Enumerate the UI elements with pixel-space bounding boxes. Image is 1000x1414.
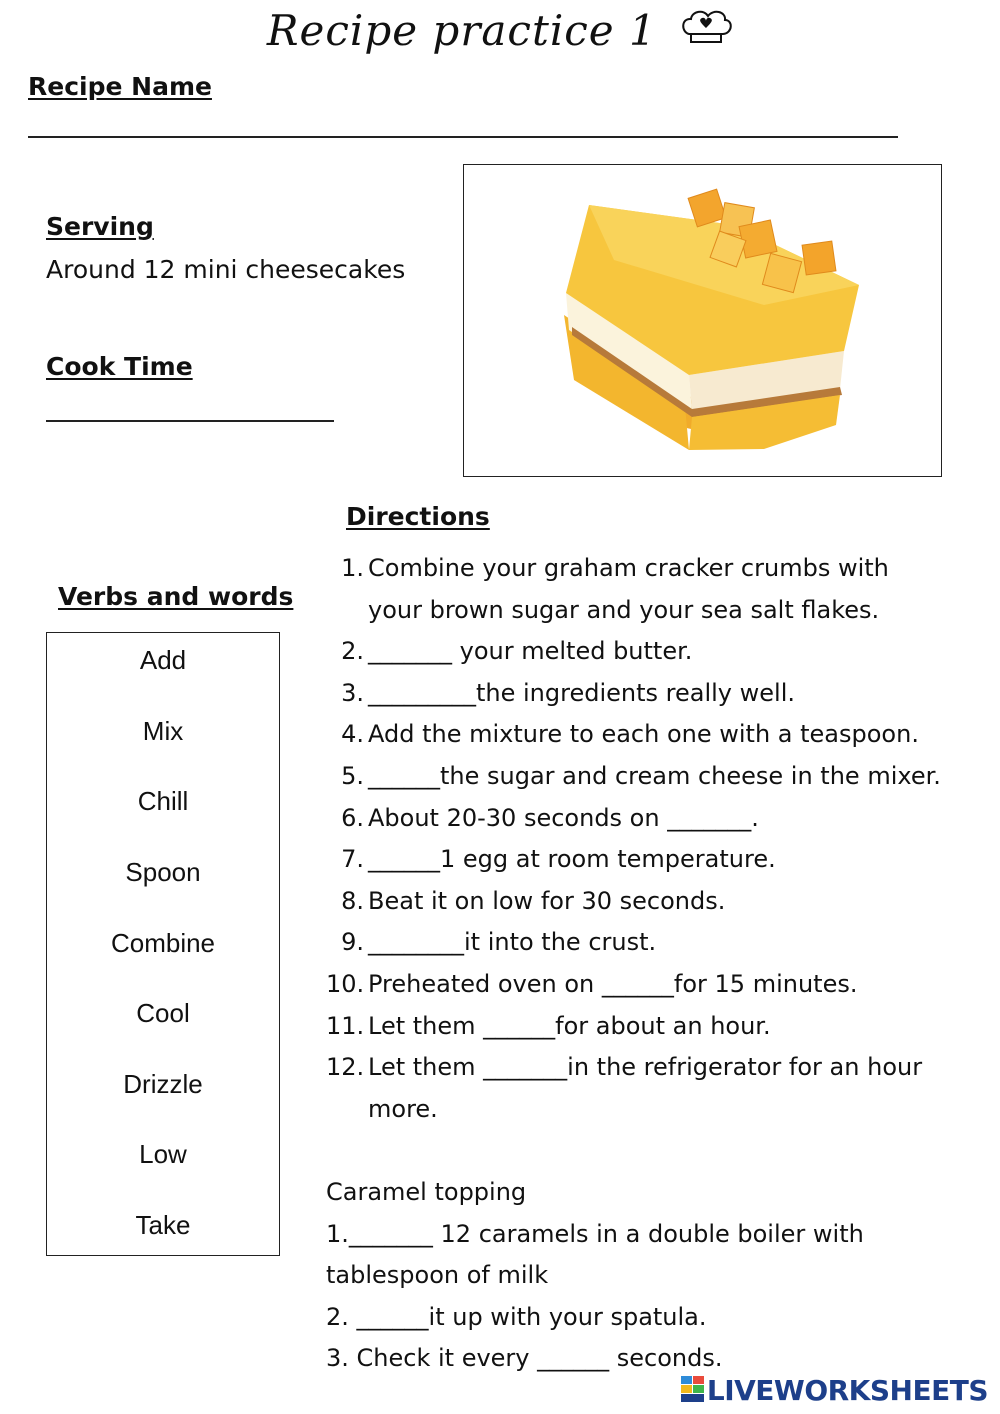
verbs-label: Verbs and words [58, 582, 294, 611]
cook-time-label: Cook Time [46, 352, 193, 381]
step-text[interactable]: Preheated oven on ______for 15 minutes. [368, 969, 858, 998]
verb-item[interactable]: Mix [142, 716, 184, 746]
chef-hat-icon [679, 8, 733, 60]
caramel-line[interactable]: 3. Check it every ______ seconds. [326, 1344, 723, 1373]
step-text[interactable]: About 20-30 seconds on _______. [368, 803, 759, 832]
step-number: 5. [341, 761, 364, 790]
liveworksheets-logo-icon [681, 1376, 705, 1409]
direction-step [326, 631, 946, 673]
direction-step [326, 881, 946, 923]
direction-step [326, 922, 946, 964]
step-number: 12. [326, 1053, 365, 1082]
step-text[interactable]: _________the ingredients really well. [368, 678, 795, 707]
direction-step [326, 798, 946, 840]
step-number: 6. [341, 803, 364, 832]
caramel-line[interactable]: 2. ______it up with your spatula. [326, 1302, 707, 1331]
caramel-section [326, 1172, 946, 1380]
verb-item[interactable]: Chill [137, 786, 189, 816]
direction-step [326, 548, 946, 631]
step-text: Combine your graham cracker crumbs with your brown sugar and your sea salt flakes. [368, 554, 889, 624]
step-text[interactable]: Let them _______in the refrigerator for an hour more. [368, 1053, 923, 1123]
step-text[interactable]: Let them ______for about an hour. [368, 1011, 771, 1040]
cheesecake-image [463, 164, 942, 477]
directions-list [326, 548, 946, 1130]
caramel-line[interactable]: 1._______ 12 caramels in a double boiler with tablespoon of milk [326, 1219, 864, 1290]
brand-text: LIVEWORKSHEETS [706, 1374, 988, 1407]
verb-item[interactable]: Cool [136, 998, 190, 1028]
verb-item[interactable]: Take [135, 1210, 191, 1240]
serving-label: Serving [46, 212, 154, 241]
verb-item[interactable]: Low [139, 1139, 187, 1169]
liveworksheets-brand [681, 1374, 988, 1409]
directions-label: Directions [346, 502, 490, 531]
verb-item[interactable]: Add [139, 645, 187, 675]
step-number: 8. [341, 886, 364, 915]
step-number: 11. [326, 1011, 365, 1040]
direction-step [326, 839, 946, 881]
step-text[interactable]: ________it into the crust. [368, 928, 657, 957]
verbs-box [46, 632, 280, 1256]
caramel-label: Caramel topping [326, 1178, 527, 1206]
step-text[interactable]: ______the sugar and cream cheese in the mixer. [368, 761, 941, 790]
step-number: 1. [341, 554, 364, 582]
step-text[interactable]: _______ your melted butter. [368, 637, 693, 666]
direction-step [326, 1047, 946, 1130]
serving-value: Around 12 mini cheesecakes [46, 255, 406, 284]
page-title [0, 6, 1000, 60]
direction-step [326, 756, 946, 798]
direction-step [326, 964, 946, 1006]
verb-item[interactable]: Combine [110, 928, 216, 958]
cook-time-blank[interactable] [46, 420, 334, 422]
direction-step [326, 673, 946, 715]
step-text: Beat it on low for 30 seconds. [368, 886, 726, 915]
step-number: 3. [341, 678, 364, 707]
recipe-name-blank[interactable] [28, 136, 898, 138]
title-text: Recipe practice 1 [266, 6, 657, 55]
step-number: 4. [341, 720, 364, 749]
direction-step [326, 1006, 946, 1048]
verb-item[interactable]: Drizzle [123, 1069, 203, 1099]
step-number: 2. [341, 637, 364, 666]
step-number: 9. [341, 928, 364, 957]
step-number: 10. [326, 969, 365, 998]
direction-step [326, 714, 946, 756]
recipe-name-label: Recipe Name [28, 72, 212, 101]
step-text[interactable]: ______1 egg at room temperature. [368, 845, 776, 874]
step-text: Add the mixture to each one with a teaspoon. [368, 720, 919, 749]
verb-item[interactable]: Spoon [125, 857, 201, 887]
step-number: 7. [341, 845, 364, 874]
